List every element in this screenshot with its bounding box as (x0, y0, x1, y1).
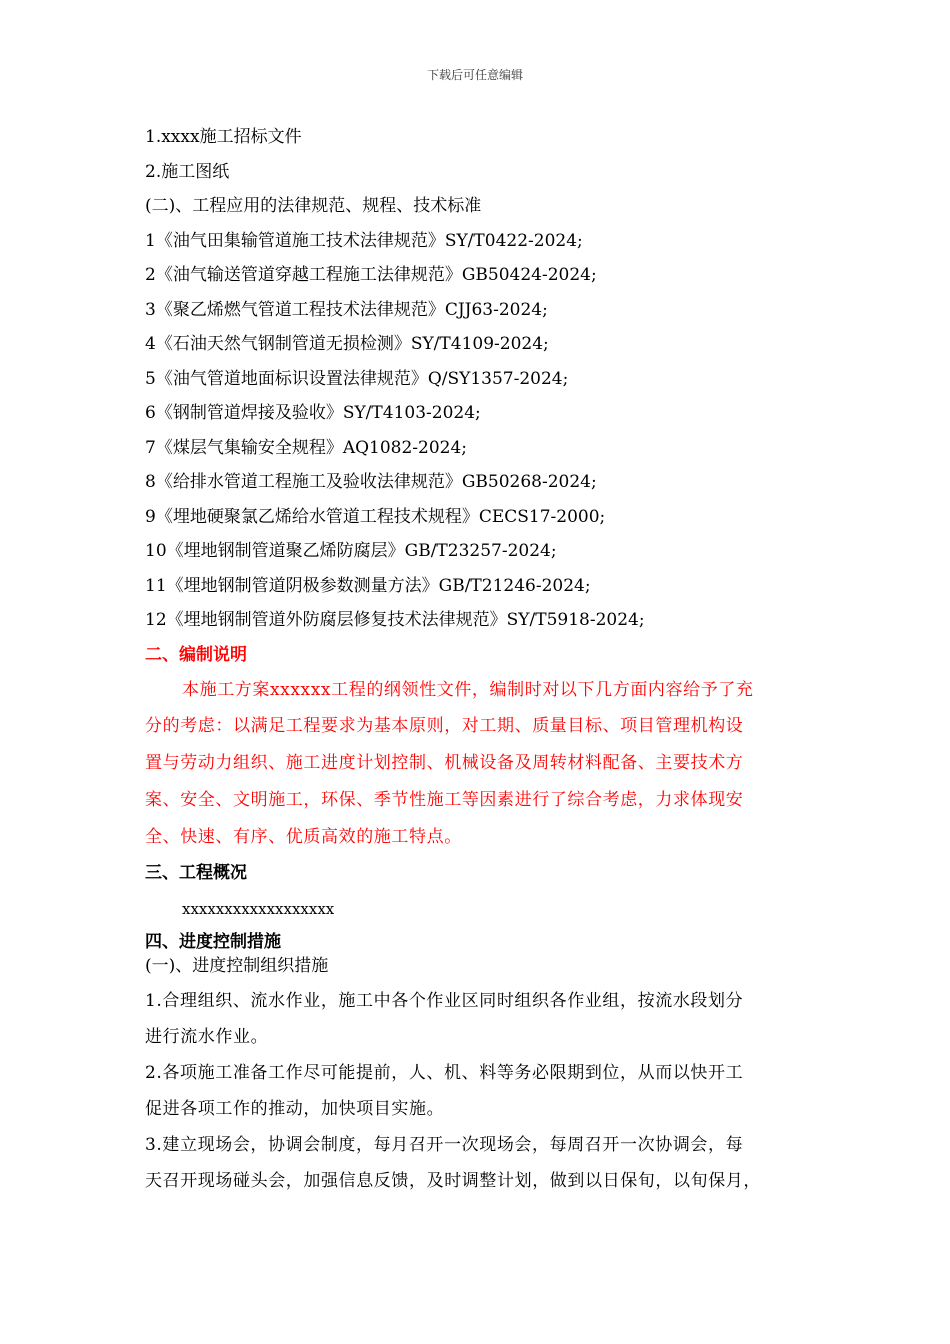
compilation-paragraph-line: 置与劳动力组织、施工进度计划控制、机械设备及周转材料配备、主要技术方 (145, 753, 744, 773)
standard-item: 2《油气输送管道穿越工程施工法律规范》GB50424-2024; (145, 265, 597, 285)
schedule-subheading: (一)、进度控制组织措施 (145, 956, 329, 976)
schedule-paragraph-line: 3.建立现场会，协调会制度，每月召开一次现场会，每周召开一次协调会，每 (145, 1135, 744, 1155)
standard-item: 12《埋地钢制管道外防腐层修复技术法律规范》SY/T5918-2024; (145, 610, 645, 630)
standard-item: 10《埋地钢制管道聚乙烯防腐层》GB/T23257-2024; (145, 541, 557, 561)
standard-item: 7《煤层气集输安全规程》AQ1082-2024; (145, 438, 468, 458)
standards-heading: (二)、工程应用的法律规范、规程、技术标准 (145, 196, 482, 216)
basis-item: 1.xxxx施工招标文件 (145, 127, 302, 147)
overview-body: xxxxxxxxxxxxxxxxxx (182, 900, 335, 918)
compilation-paragraph-line: 分的考虑：以满足工程要求为基本原则，对工期、质量目标、项目管理机构设 (145, 716, 744, 736)
compilation-paragraph-line: 本施工方案xxxxxx工程的纲领性文件，编制时对以下几方面内容给予了充 (182, 680, 754, 700)
basis-item: 2.施工图纸 (145, 162, 230, 182)
standard-item: 3《聚乙烯燃气管道工程技术法律规范》CJJ63-2024; (145, 300, 548, 320)
section-heading-overview: 三、工程概况 (145, 863, 247, 883)
standard-item: 6《钢制管道焊接及验收》SY/T4103-2024; (145, 403, 481, 423)
page-header-note: 下载后可任意编辑 (426, 68, 523, 82)
schedule-paragraph-line: 2.各项施工准备工作尽可能提前，人、机、料等务必限期到位，从而以快开工 (145, 1063, 744, 1083)
compilation-paragraph-line: 案、安全、文明施工，环保、季节性施工等因素进行了综合考虑，力求体现安 (145, 790, 744, 810)
standard-item: 11《埋地钢制管道阴极参数测量方法》GB/T21246-2024; (145, 576, 591, 596)
section-heading-compilation: 二、编制说明 (145, 645, 247, 665)
standard-item: 4《石油天然气钢制管道无损检测》SY/T4109-2024; (145, 334, 549, 354)
schedule-paragraph-line: 进行流水作业。 (145, 1027, 269, 1047)
compilation-paragraph-line: 全、快速、有序、优质高效的施工特点。 (145, 827, 462, 847)
schedule-paragraph-line: 1.合理组织、流水作业，施工中各个作业区同时组织各作业组，按流水段划分 (145, 991, 744, 1011)
standard-item: 5《油气管道地面标识设置法律规范》Q/SY1357-2024; (145, 369, 569, 389)
standard-item: 9《埋地硬聚氯乙烯给水管道工程技术规程》CECS17-2000; (145, 507, 606, 527)
schedule-paragraph-line: 天召开现场碰头会，加强信息反馈，及时调整计划，做到以日保旬，以旬保月， (145, 1171, 761, 1191)
standard-item: 8《给排水管道工程施工及验收法律规范》GB50268-2024; (145, 472, 597, 492)
schedule-paragraph-line: 促进各项工作的推动，加快项目实施。 (145, 1099, 445, 1119)
standard-item: 1《油气田集输管道施工技术法律规范》SY/T0422-2024; (145, 231, 583, 251)
section-heading-schedule: 四、进度控制措施 (145, 932, 281, 952)
